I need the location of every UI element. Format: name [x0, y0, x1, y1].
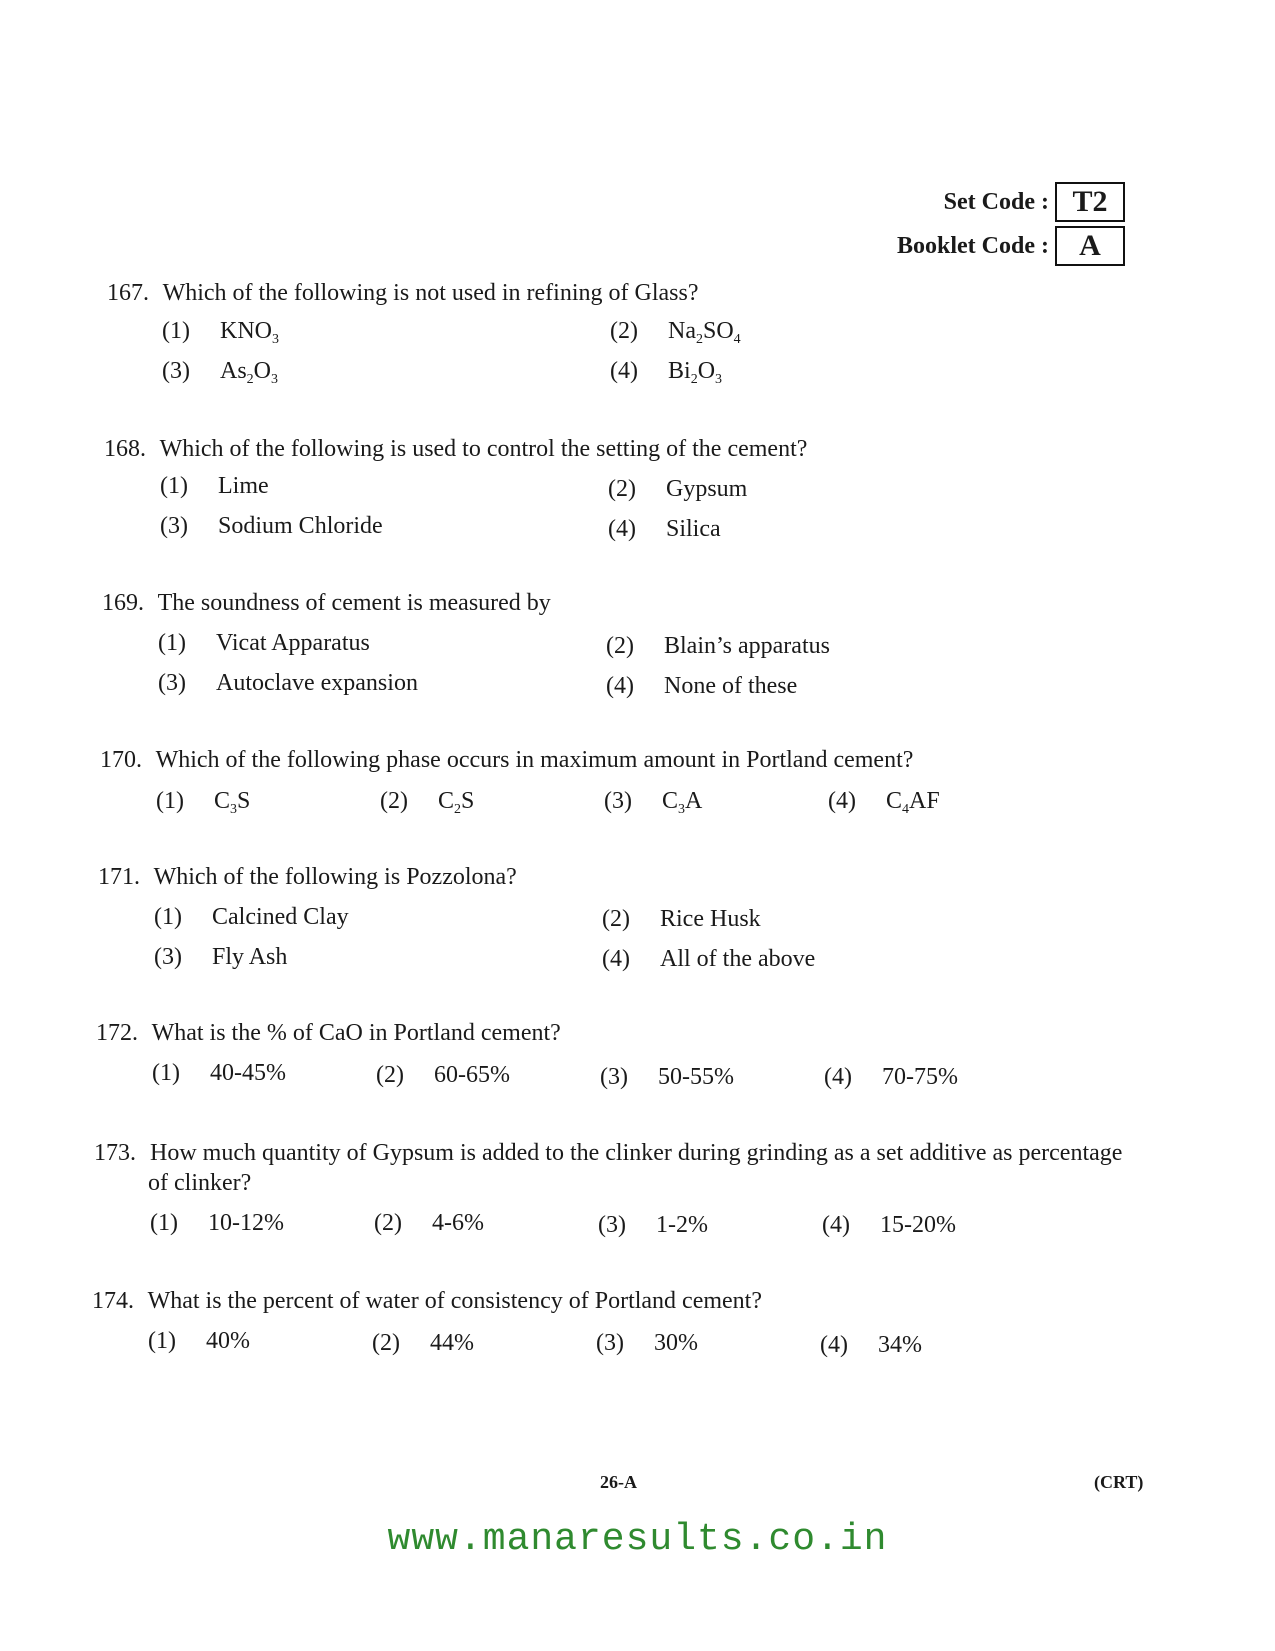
question-number: 167.: [107, 280, 149, 306]
option-2: [376, 1062, 510, 1089]
booklet-code-label: Booklet Code :: [897, 232, 1049, 259]
option-text: $C_2S$: [438, 788, 475, 817]
option-text: $C_3S$: [214, 788, 251, 817]
option-number: (3): [604, 788, 632, 814]
question-174: [92, 1288, 762, 1315]
question-number: 174.: [92, 1288, 134, 1314]
option-3: [162, 358, 278, 388]
option-text: None of these: [664, 673, 798, 699]
paper-code: (CRT): [1094, 1472, 1144, 1492]
option-3: [598, 1212, 708, 1239]
option-number: (2): [610, 318, 638, 344]
option-text: $KNO_3$: [220, 318, 279, 347]
option-2: [380, 788, 474, 818]
question-number: 173.: [94, 1140, 136, 1166]
question-text: Which of the following is used to control the setting of the cement?: [154, 436, 808, 462]
option-number: (3): [600, 1064, 628, 1090]
option-4: [824, 1064, 958, 1091]
page-number: 26-A: [600, 1472, 637, 1492]
option-text: 44%: [430, 1330, 474, 1356]
option-text: 10-12%: [208, 1210, 284, 1236]
option-text: Vicat Apparatus: [216, 630, 370, 656]
question-text-continued: of clinker?: [148, 1170, 252, 1196]
question-number: 168.: [104, 436, 146, 462]
option-number: (1): [156, 788, 184, 814]
question-number: 170.: [100, 747, 142, 773]
option-text: 30%: [654, 1330, 698, 1356]
option-number: (1): [148, 1328, 176, 1354]
question-170: [100, 747, 913, 774]
option-1: [148, 1328, 250, 1355]
option-3: [600, 1064, 734, 1091]
option-number: (3): [162, 358, 190, 384]
option-text: $Na_2SO_4$: [668, 318, 741, 347]
option-4: [610, 358, 722, 388]
question-text: How much quantity of Gypsum is added to the clinker during grinding as a set additive as percentage: [144, 1140, 1123, 1166]
option-text: 70-75%: [882, 1064, 958, 1090]
option-text: $C_3A$: [662, 788, 703, 817]
option-number: (1): [158, 630, 186, 656]
option-text: Rice Husk: [660, 906, 761, 932]
option-number: (1): [160, 473, 188, 499]
option-3: [604, 788, 702, 818]
option-number: (1): [150, 1210, 178, 1236]
option-2: [372, 1330, 474, 1357]
option-number: (4): [602, 946, 630, 972]
option-text: 1-2%: [656, 1212, 708, 1238]
option-number: (3): [160, 513, 188, 539]
option-number: (1): [154, 904, 182, 930]
option-text: Gypsum: [666, 476, 748, 502]
option-text: 50-55%: [658, 1064, 734, 1090]
option-text: 40-45%: [210, 1060, 286, 1086]
option-2: [602, 906, 761, 933]
option-1: [156, 788, 250, 818]
option-number: (1): [162, 318, 190, 344]
question-text: What is the % of CaO in Portland cement?: [146, 1020, 561, 1046]
option-3: [154, 944, 287, 971]
question-172: [96, 1020, 561, 1047]
option-1: [150, 1210, 284, 1237]
option-number: (2): [606, 633, 634, 659]
question-text: Which of the following is Pozzolona?: [148, 864, 517, 890]
option-text: Autoclave expansion: [216, 670, 418, 696]
option-number: (3): [596, 1330, 624, 1356]
option-text: 40%: [206, 1328, 250, 1354]
option-number: (2): [372, 1330, 400, 1356]
option-1: [154, 904, 349, 931]
question-text: What is the percent of water of consistency of Portland cement?: [142, 1288, 763, 1314]
option-number: (4): [824, 1064, 852, 1090]
option-number: (4): [610, 358, 638, 384]
option-number: (2): [376, 1062, 404, 1088]
option-text: Sodium Chloride: [218, 513, 383, 539]
option-number: (1): [152, 1060, 180, 1086]
question-173: [94, 1140, 1122, 1167]
option-number: (4): [822, 1212, 850, 1238]
option-text: 4-6%: [432, 1210, 484, 1236]
option-3: [158, 670, 418, 697]
option-text: All of the above: [660, 946, 816, 972]
option-2: [606, 633, 830, 660]
question-number: 169.: [102, 590, 144, 616]
option-2: [374, 1210, 484, 1237]
option-text: $Bi_2O_3$: [668, 358, 723, 387]
option-number: (3): [158, 670, 186, 696]
question-168: [104, 436, 807, 463]
booklet-code-row: [897, 224, 1125, 268]
option-4: [602, 946, 815, 973]
booklet-codes: [897, 180, 1125, 268]
option-text: Fly Ash: [212, 944, 288, 970]
option-number: (2): [374, 1210, 402, 1236]
question-text: Which of the following phase occurs in maximum amount in Portland cement?: [150, 747, 914, 773]
question-text: Which of the following is not used in refining of Glass?: [157, 280, 699, 306]
option-4: [820, 1332, 922, 1359]
option-4: [606, 673, 797, 700]
option-text: 34%: [878, 1332, 922, 1358]
question-number: 172.: [96, 1020, 138, 1046]
option-text: $As_2O_3$: [220, 358, 279, 387]
option-2: [610, 318, 741, 348]
option-text: Silica: [666, 516, 721, 542]
option-text: 60-65%: [434, 1062, 510, 1088]
question-169: [102, 590, 551, 617]
option-3: [160, 513, 383, 540]
option-number: (4): [828, 788, 856, 814]
option-number: (2): [380, 788, 408, 814]
option-3: [596, 1330, 698, 1357]
option-4: [828, 788, 940, 818]
option-number: (3): [598, 1212, 626, 1238]
question-167: [107, 280, 698, 307]
question-171: [98, 864, 517, 891]
option-text: Calcined Clay: [212, 904, 349, 930]
option-text: Lime: [218, 473, 269, 499]
option-number: (3): [154, 944, 182, 970]
option-number: (4): [606, 673, 634, 699]
option-1: [162, 318, 279, 348]
option-1: [160, 473, 269, 500]
question-text: The soundness of cement is measured by: [152, 590, 551, 616]
option-number: (2): [608, 476, 636, 502]
option-text: $C_4AF$: [886, 788, 940, 817]
option-1: [152, 1060, 286, 1087]
set-code-label: Set Code :: [943, 188, 1049, 215]
option-number: (4): [608, 516, 636, 542]
option-text: Blain’s apparatus: [664, 633, 830, 659]
option-4: [822, 1212, 956, 1239]
option-2: [608, 476, 747, 503]
set-code-row: [897, 180, 1125, 224]
option-1: [158, 630, 370, 657]
option-4: [608, 516, 721, 543]
watermark-url: www.manaresults.co.in: [387, 1518, 888, 1561]
question-number: 171.: [98, 864, 140, 890]
booklet-code-value: A: [1055, 226, 1125, 266]
set-code-value: T2: [1055, 182, 1125, 222]
option-number: (4): [820, 1332, 848, 1358]
option-text: 15-20%: [880, 1212, 956, 1238]
option-number: (2): [602, 906, 630, 932]
